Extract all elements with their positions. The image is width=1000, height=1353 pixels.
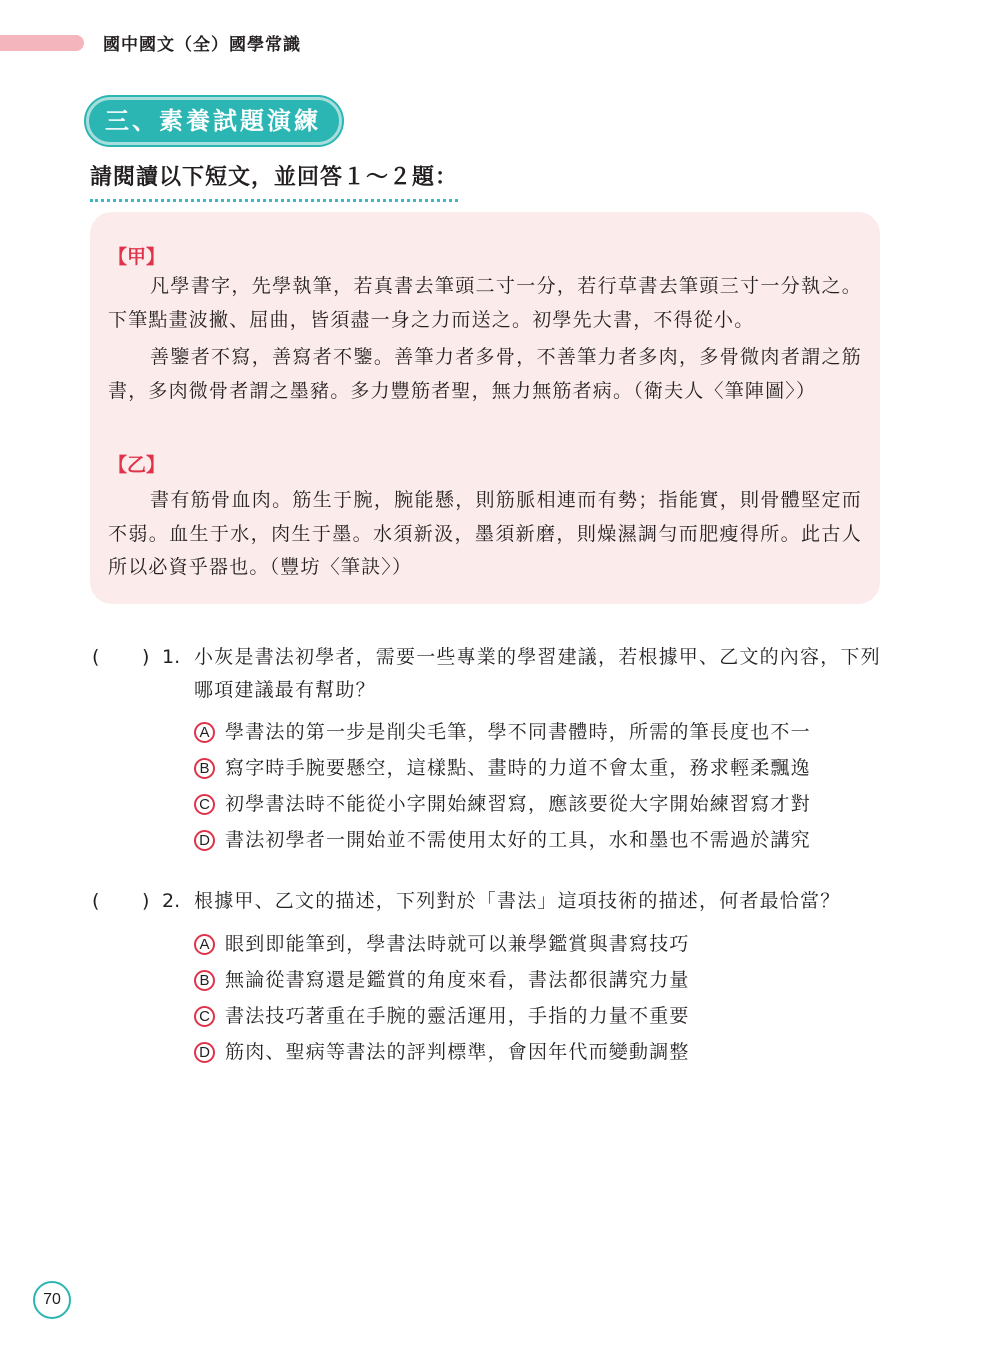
option-text: 書法初學者一開始並不需使用太好的工具，水和墨也不需過於講究 bbox=[225, 829, 811, 851]
question-2-option-d[interactable] bbox=[194, 1034, 690, 1070]
option-text: 筋肉、聖病等書法的評判標準，會因年代而變動調整 bbox=[225, 1041, 690, 1063]
header-accent-bar bbox=[0, 35, 84, 51]
page-number: 70 bbox=[33, 1281, 71, 1319]
question-text: 小灰是書法初學者，需要一些專業的學習建議，若根據甲、乙文的內容，下列哪項建議最有幫助？ bbox=[194, 646, 881, 701]
answer-blank-open[interactable]: ( bbox=[92, 890, 100, 912]
reading-instruction: 請閱讀以下短文，並回答１～２題： bbox=[90, 160, 458, 202]
option-d-circle-icon: D bbox=[194, 830, 215, 851]
book-title: 國中國文（全）國學常識 bbox=[103, 35, 301, 55]
answer-blank-open[interactable]: ( bbox=[92, 646, 100, 668]
option-text: 書法技巧著重在手腕的靈活運用，手指的力量不重要 bbox=[225, 1005, 690, 1027]
question-1-option-d[interactable] bbox=[194, 822, 811, 858]
question-2-option-a[interactable] bbox=[194, 926, 690, 962]
option-a-circle-icon: A bbox=[194, 722, 215, 743]
passage-jia-paragraph-1: 凡學書字，先學執筆，若真書去筆頭二寸一分，若行草書去筆頭三寸一分執之。下筆點畫波撇、屈曲，皆須盡一身之力而送之。初學先大書，不得從小。 bbox=[108, 275, 862, 331]
passage-yi-label: 【乙】 bbox=[108, 454, 166, 476]
passage-jia-label: 【甲】 bbox=[108, 246, 166, 268]
option-b-circle-icon: B bbox=[194, 970, 215, 991]
option-text: 眼到即能筆到，學書法時就可以兼學鑑賞與書寫技巧 bbox=[225, 933, 690, 955]
question-2-option-b[interactable] bbox=[194, 962, 690, 998]
option-c-circle-icon: C bbox=[194, 794, 215, 815]
option-c-circle-icon: C bbox=[194, 1006, 215, 1027]
answer-blank-close[interactable]: ) bbox=[142, 890, 150, 912]
question-text: 根據甲、乙文的描述，下列對於「書法」這項技術的描述，何者最恰當？ bbox=[194, 890, 841, 912]
answer-blank-close[interactable]: ) bbox=[142, 646, 150, 668]
question-number: 2. bbox=[162, 890, 181, 912]
option-text: 學書法的第一步是削尖毛筆，學不同書體時，所需的筆長度也不一 bbox=[225, 721, 811, 743]
option-b-circle-icon: B bbox=[194, 758, 215, 779]
passage-yi-paragraph-1: 書有筋骨血肉。筋生于腕，腕能懸，則筋脈相連而有勢；指能實，則骨體堅定而不弱。血生于水，肉生于墨。水須新汲，墨須新磨，則燥濕調勻而肥瘦得所。此古人所以必資乎器也。（豐坊〈筆訣〉） bbox=[108, 489, 862, 578]
option-text: 寫字時手腕要懸空，這樣點、畫時的力道不會太重，務求輕柔飄逸 bbox=[225, 757, 811, 779]
option-text: 初學書法時不能從小字開始練習寫，應該要從大字開始練習寫才對 bbox=[225, 793, 811, 815]
question-1-option-a[interactable] bbox=[194, 714, 811, 750]
option-text: 無論從書寫還是鑑賞的角度來看，書法都很講究力量 bbox=[225, 969, 690, 991]
question-1-option-b[interactable] bbox=[194, 750, 811, 786]
passage-jia-paragraph-2: 善鑒者不寫，善寫者不鑒。善筆力者多骨，不善筆力者多肉，多骨微肉者謂之筋書，多肉微骨者謂之墨豬。多力豐筋者聖，無力無筋者病。（衛夫人〈筆陣圖〉） bbox=[108, 346, 862, 402]
question-2-option-c[interactable] bbox=[194, 998, 690, 1034]
option-d-circle-icon: D bbox=[194, 1042, 215, 1063]
question-1-option-c[interactable] bbox=[194, 786, 811, 822]
option-a-circle-icon: A bbox=[194, 934, 215, 955]
section-title: 三、素養試題演練 bbox=[86, 97, 342, 145]
question-number: 1. bbox=[162, 646, 181, 668]
